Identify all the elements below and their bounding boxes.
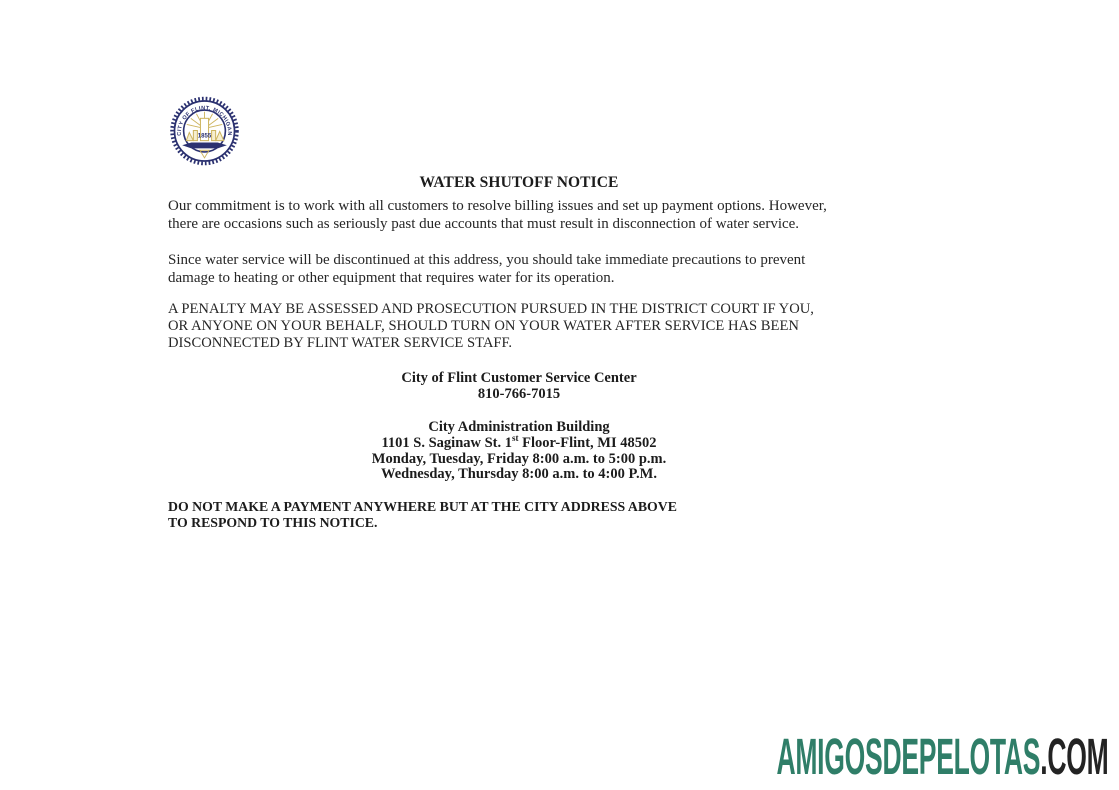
admin-building-hours-1: Monday, Tuesday, Friday 8:00 a.m. to 5:00 p.m. bbox=[371, 450, 667, 467]
notice-title: WATER SHUTOFF NOTICE bbox=[419, 174, 619, 191]
warning-line: DO NOT MAKE A PAYMENT ANYWHERE BUT AT THE CITY ADDRESS ABOVE bbox=[168, 499, 677, 514]
customer-service-block bbox=[168, 371, 870, 403]
watermark bbox=[776, 728, 1108, 785]
paragraph-line: there are occasions such as seriously past due accounts that must result in disconnection of water service. bbox=[168, 215, 800, 232]
seal-year: 1855 bbox=[197, 132, 212, 140]
admin-building-name: City Administration Building bbox=[428, 419, 610, 435]
city-of-flint-seal-icon bbox=[169, 94, 240, 168]
warning-line: TO RESPOND TO THIS NOTICE. bbox=[168, 514, 378, 530]
watermark-brand: AMIGOSDEPELOTAS bbox=[776, 728, 1040, 785]
seal-ribbon bbox=[182, 142, 227, 148]
service-center-phone: 810-766-7015 bbox=[477, 385, 561, 402]
admin-building-address: 1101 S. Saginaw St. 1st Floor-Flint, MI 48502 bbox=[381, 432, 657, 451]
paragraph-penalty bbox=[168, 301, 888, 352]
seal-ring-text: CITY OF FLINT, MICHIGAN bbox=[176, 105, 233, 136]
paragraph-line: DISCONNECTED BY FLINT WATER SERVICE STAFF. bbox=[168, 335, 513, 351]
paragraph-commitment bbox=[168, 198, 888, 233]
service-center-name: City of Flint Customer Service Center bbox=[401, 370, 637, 386]
admin-building-hours-2: Wednesday, Thursday 8:00 a.m. to 4:00 P.M. bbox=[381, 466, 657, 483]
paragraph-line: Our commitment is to work with all customers to resolve billing issues and set up payment options. However, bbox=[168, 198, 827, 214]
watermark-tld: .COM bbox=[1039, 728, 1108, 785]
paragraph-precautions bbox=[168, 252, 888, 287]
paragraph-line: damage to heating or other equipment that requires water for its operation. bbox=[168, 269, 615, 286]
paragraph-line: OR ANYONE ON YOUR BEHALF, SHOULD TURN ON YOUR WATER AFTER SERVICE HAS BEEN bbox=[168, 318, 799, 334]
ordinal-suffix: st bbox=[512, 432, 519, 443]
payment-warning bbox=[168, 499, 677, 531]
admin-building-block bbox=[168, 420, 870, 483]
paragraph-line: Since water service will be discontinued at this address, you should take immediate precautions to prevent bbox=[168, 252, 806, 268]
paragraph-line: A PENALTY MAY BE ASSESSED AND PROSECUTION PURSUED IN THE DISTRICT COURT IF YOU, bbox=[168, 301, 814, 317]
